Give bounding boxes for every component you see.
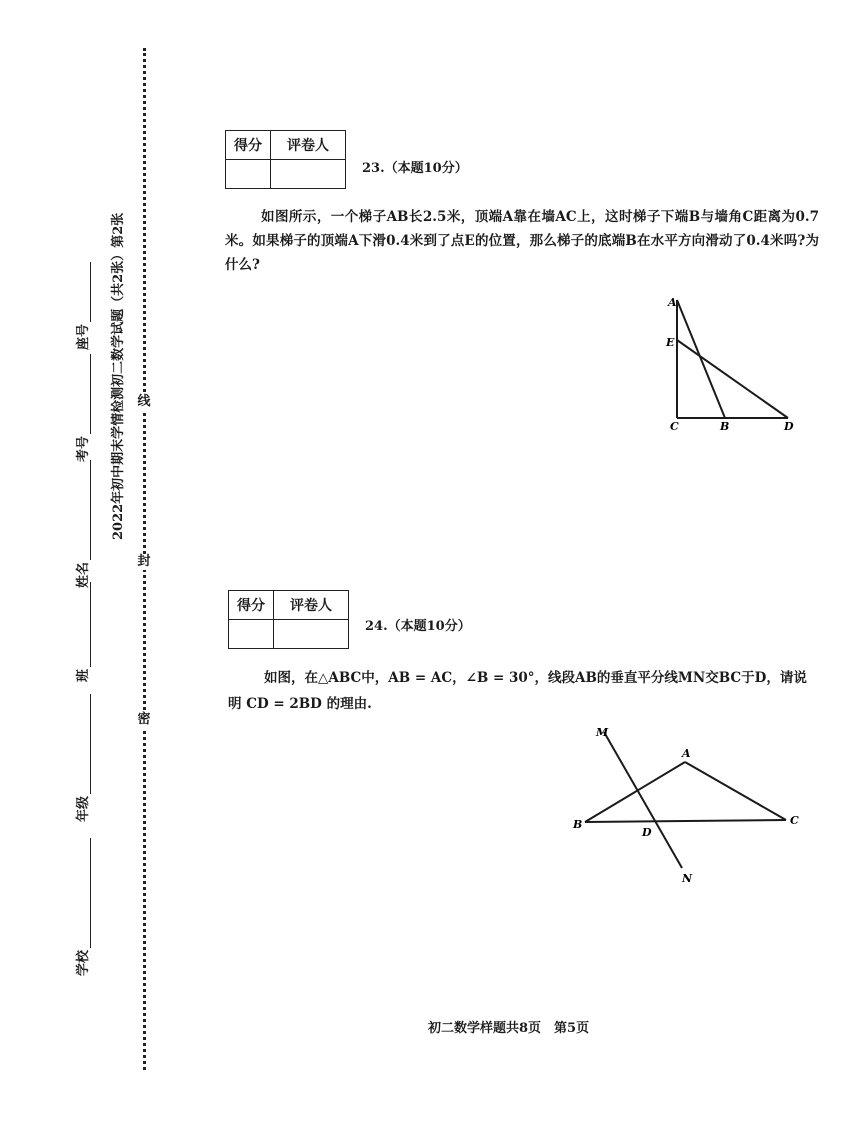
name-label: 姓名 (76, 561, 91, 588)
side-ac (685, 762, 786, 820)
q24-figure (568, 722, 808, 887)
score-cell[interactable] (229, 620, 274, 649)
label-e: E (666, 336, 675, 349)
school-field[interactable] (72, 838, 91, 976)
q24-title: 24.（本题10分） (365, 619, 471, 634)
grader-label: 评卷人 (271, 131, 346, 160)
exam-number-line (78, 354, 91, 434)
ladder-ab-line (677, 300, 725, 418)
school-line (78, 838, 91, 948)
score-box-q24 (228, 590, 349, 649)
q24-text-line1: 如图，在△ABC中，AB = AC，∠B = 30°，线段AB的垂直平分线MN交BC于D，请说 (264, 670, 807, 686)
name-line (78, 460, 91, 560)
q23-figure (660, 290, 810, 435)
grader-label: 评卷人 (274, 591, 349, 620)
binding-word-mi: 密 (134, 712, 154, 728)
page-footer: 初二数学样题共8页 第5页 (428, 1021, 590, 1036)
side-ab (585, 762, 685, 822)
score-cell[interactable] (226, 160, 271, 189)
label-m: M (596, 726, 609, 739)
label-c: C (670, 420, 679, 433)
score-box-q23 (225, 130, 346, 189)
class-label: 班 (76, 668, 91, 682)
label-d: D (642, 826, 652, 839)
side-bc (585, 820, 786, 822)
grade-field[interactable] (72, 694, 91, 822)
grader-cell[interactable] (274, 620, 349, 649)
label-c: C (790, 814, 799, 827)
seat-number-line (78, 262, 91, 322)
class-line (78, 582, 91, 667)
line-mn (604, 732, 682, 868)
class-field[interactable] (72, 582, 91, 682)
score-label: 得分 (226, 131, 271, 160)
score-label: 得分 (229, 591, 274, 620)
label-b: B (720, 420, 730, 433)
seat-number-field[interactable] (72, 262, 91, 350)
seat-number-label: 座号 (76, 323, 91, 350)
binding-word-xian: 线 (134, 394, 154, 410)
label-n: N (682, 872, 693, 885)
grade-label: 年级 (76, 795, 91, 822)
school-label: 学校 (76, 949, 91, 976)
exam-number-label: 考号 (76, 435, 91, 462)
binding-word-feng: 封 (134, 554, 154, 570)
label-d: D (784, 420, 794, 433)
name-field[interactable] (72, 460, 91, 588)
q23-text: 如图所示，一个梯子AB长2.5米，顶端A靠在墙AC上，这时梯子下端B与墙角C距离为0.7米。如果梯子的顶端A下滑0.4米到了点E的位置，那么梯子的底端B在水平方向滑动了0.4米吗?为什么? (225, 209, 819, 273)
q24-text-line2: 明 CD = 2BD 的理由. (228, 696, 372, 712)
grade-line (78, 694, 91, 794)
grader-cell[interactable] (271, 160, 346, 189)
label-b: B (573, 818, 583, 831)
q23-title: 23.（本题10分） (362, 161, 468, 176)
label-a: A (668, 296, 677, 309)
exam-header-title: 2022年初中期末学情检测初二数学试题（共2张）第2张 (111, 212, 126, 540)
exam-number-field[interactable] (72, 354, 91, 462)
ladder-ed-line (677, 340, 788, 418)
label-a: A (682, 747, 691, 760)
